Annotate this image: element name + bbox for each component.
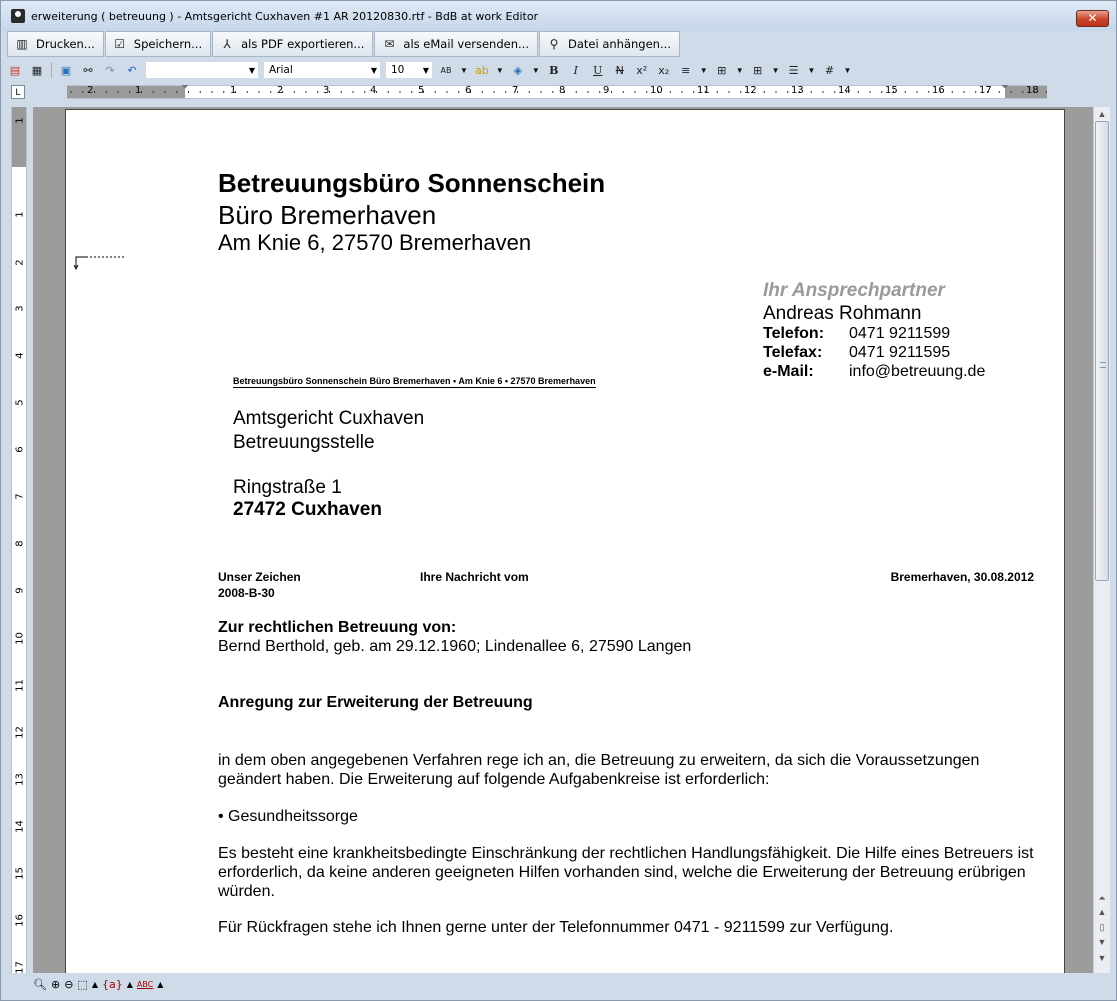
- action-toolbar: [7, 31, 681, 57]
- horizontal-ruler[interactable]: [67, 82, 1047, 99]
- ruler-number: 18: [1026, 85, 1039, 96]
- paperclip-icon: ⚲: [549, 37, 559, 51]
- email-icon: ✉: [384, 37, 395, 51]
- strikethrough-icon[interactable]: N: [615, 63, 624, 77]
- recipient-street: Ringstraße 1: [233, 477, 342, 498]
- send-email-label: als eMail versenden...: [403, 37, 529, 51]
- font-select-value: Arial: [269, 64, 293, 76]
- ruler-number: 7: [512, 85, 519, 96]
- font-size-value: 10: [391, 64, 405, 76]
- ruler-number: 16: [14, 914, 26, 927]
- vertical-scrollbar[interactable]: [1093, 107, 1110, 973]
- ruler-number: 3: [14, 305, 26, 312]
- next-page-icon[interactable]: ▼: [1097, 937, 1107, 947]
- document-area[interactable]: [33, 107, 1093, 973]
- document-page[interactable]: [65, 109, 1065, 973]
- pdf-icon: ⅄: [223, 37, 231, 51]
- chevron-down-icon[interactable]: ▼: [843, 65, 852, 75]
- highlight-icon[interactable]: ab: [475, 63, 489, 77]
- scroll-up-arrow-icon[interactable]: ▲: [1097, 109, 1107, 119]
- toolbar-separator: [51, 62, 52, 78]
- indent-marker-icon[interactable]: ⏷: [181, 82, 189, 93]
- save-label: Speichern...: [133, 37, 203, 51]
- ruler-number: 11: [14, 679, 26, 692]
- align-icon[interactable]: ≡: [681, 63, 691, 77]
- close-window-button[interactable]: ✕: [1076, 10, 1109, 27]
- ruler-number: 11: [697, 85, 710, 96]
- redo-icon[interactable]: ↷: [105, 63, 115, 77]
- our-reference: 2008-B-30: [218, 586, 275, 600]
- underline-button[interactable]: U: [593, 63, 603, 77]
- contact-phone: [763, 325, 950, 343]
- insert-field-icon[interactable]: ▦: [31, 63, 43, 77]
- right-indent-marker-icon[interactable]: ⏷: [1001, 82, 1009, 93]
- ruler-number: 2: [14, 259, 26, 266]
- font-select[interactable]: [264, 62, 380, 78]
- paragraph-1: in dem oben angegebenen Verfahren rege ich an, die Betreuung zu erweitern, da sich die Voraussetzungen geändert haben. Die Erweiterung auf folgende Aufgabenkreise ist erforderlich:: [218, 752, 980, 788]
- ruler-number: 1: [135, 85, 142, 96]
- insert-image-icon[interactable]: ▣: [60, 63, 72, 77]
- paragraph-3: Für Rückfragen stehe ich Ihnen gerne unter der Telefonnummer 0471 - 9211599 zur Verfügung.: [218, 919, 894, 936]
- recipient-line-2: Betreuungsstelle: [233, 432, 375, 453]
- app-icon: [11, 9, 25, 23]
- ruler-number: 7: [14, 493, 26, 500]
- ruler-number: 15: [885, 85, 898, 96]
- ruler-ticks: [67, 86, 1047, 98]
- insert-table-icon[interactable]: ⊞: [717, 63, 727, 77]
- spellcheck-icon[interactable]: AB: [440, 65, 452, 75]
- chevron-down-icon[interactable]: ▼: [531, 65, 540, 75]
- fill-color-icon[interactable]: ◈: [513, 63, 523, 77]
- ruler-number: 4: [370, 85, 377, 96]
- ruler-number: 10: [650, 85, 663, 96]
- ruler-number: 9: [603, 85, 610, 96]
- printer-icon: ▥: [16, 37, 28, 51]
- bold-button[interactable]: B: [549, 63, 559, 77]
- save-button[interactable]: [105, 31, 211, 57]
- chevron-down-icon[interactable]: ▼: [807, 65, 816, 75]
- caret-up-icon[interactable]: ▲: [126, 979, 133, 989]
- your-message-label: Ihre Nachricht vom: [420, 570, 529, 584]
- page-setup-icon[interactable]: ▤: [9, 63, 21, 77]
- tab-type-selector[interactable]: L: [11, 85, 25, 99]
- fold-mark-icon: [74, 253, 124, 273]
- ruler-number: 2: [277, 85, 284, 96]
- export-pdf-label: als PDF exportieren...: [241, 37, 365, 51]
- ruler-number: 15: [14, 867, 26, 880]
- contact-email-label: e-Mail:: [763, 363, 814, 380]
- borders-icon[interactable]: ⊞: [753, 63, 763, 77]
- ruler-number: 4: [14, 352, 26, 359]
- contact-heading: Ihr Ansprechpartner: [763, 280, 945, 301]
- save-icon: ☑: [114, 37, 126, 51]
- contact-email: [763, 363, 985, 381]
- field-code-toggle[interactable]: {a}: [101, 977, 123, 991]
- attach-file-label: Datei anhängen...: [567, 37, 671, 51]
- bullet-item: • Gesundheitssorge: [218, 808, 358, 825]
- caret-up-icon[interactable]: ▲: [157, 979, 164, 989]
- print-label: Drucken...: [36, 37, 95, 51]
- ruler-number: 3: [323, 85, 330, 96]
- recipient-line-1: Amtsgericht Cuxhaven: [233, 408, 425, 429]
- export-pdf-button[interactable]: [212, 31, 373, 57]
- ruler-number: 2: [87, 85, 94, 96]
- print-button[interactable]: [7, 31, 104, 57]
- chevron-down-icon[interactable]: ▼: [460, 65, 468, 75]
- ruler-number: 16: [932, 85, 945, 96]
- chevron-down-icon: ▼: [248, 65, 255, 75]
- ruler-number: 12: [14, 726, 26, 739]
- ruler-number: 17: [14, 961, 26, 974]
- send-email-button[interactable]: [374, 31, 538, 57]
- contact-fax-label: Telefax:: [763, 344, 823, 361]
- thumb-grip: [1100, 362, 1106, 368]
- prev-page-icon[interactable]: ▲: [1097, 907, 1107, 917]
- organization-office: Büro Bremerhaven: [218, 200, 437, 230]
- page-icon[interactable]: ▯: [1099, 922, 1105, 932]
- subscript-button[interactable]: x₂: [658, 63, 670, 77]
- ruler-number: 5: [14, 399, 26, 406]
- contact-phone-value: 0471 9211599: [849, 325, 951, 342]
- font-size-select[interactable]: [386, 62, 432, 78]
- contact-phone-label: Telefon:: [763, 325, 825, 342]
- spellcheck-status-icon[interactable]: ABC: [136, 979, 154, 989]
- ruler-number: 1: [14, 117, 26, 124]
- chevron-down-icon[interactable]: ▼: [735, 65, 744, 75]
- zoom-icon[interactable]: 🔍︎: [33, 977, 47, 991]
- paragraph-2: Es besteht eine krankheitsbedingte Einschränkung der rechtlichen Handlungsfähigkeit. Die Hilfe eines Betreuers ist erforderlich, da keine anderen geeigneten Hilfen vorhanden sind, welche die Erweiterung der Betreuung erübrigen würden.: [218, 845, 1034, 900]
- contact-fax-value: 0471 9211595: [849, 344, 951, 361]
- zoom-in-icon[interactable]: ⊕: [50, 977, 61, 991]
- chevron-down-icon[interactable]: ▼: [699, 65, 708, 75]
- contact-fax: [763, 344, 950, 362]
- chevron-down-icon: ▼: [370, 65, 377, 75]
- vertical-ruler[interactable]: [11, 107, 27, 973]
- style-select[interactable]: [146, 62, 258, 78]
- ruler-number: 6: [14, 446, 26, 453]
- our-reference-label: Unser Zeichen: [218, 570, 301, 584]
- status-bar: [33, 975, 167, 993]
- numbering-button[interactable]: #: [824, 63, 835, 77]
- place-date: Bremerhaven, 30.08.2012: [890, 570, 1034, 584]
- ruler-number: 8: [14, 540, 26, 547]
- ruler-number: 8: [559, 85, 566, 96]
- recipient-city: 27472 Cuxhaven: [233, 499, 382, 520]
- undo-icon[interactable]: ↶: [127, 63, 137, 77]
- ruler-number: 1: [14, 211, 26, 218]
- fit-page-icon[interactable]: ⬚: [77, 977, 88, 991]
- ruler-number: 1: [230, 85, 237, 96]
- attach-file-button[interactable]: [539, 31, 680, 57]
- title-bar: [1, 1, 1116, 31]
- chevron-down-icon[interactable]: ▼: [495, 65, 504, 75]
- scroll-down-arrow-icon[interactable]: ▼: [1097, 953, 1107, 963]
- organization-name: Betreuungsbüro Sonnenschein: [218, 168, 606, 198]
- list-icon[interactable]: ☰: [788, 63, 799, 77]
- ruler-number: 14: [14, 820, 26, 833]
- betreuung-heading: Zur rechtlichen Betreuung von:: [218, 619, 457, 636]
- sender-return-line: Betreuungsbüro Sonnenschein Büro Bremerhaven • Am Knie 6 • 27570 Bremerhaven: [233, 376, 596, 386]
- organization-address: Am Knie 6, 27570 Bremerhaven: [218, 230, 532, 255]
- ruler-number: 14: [838, 85, 851, 96]
- page-up-icon[interactable]: ⏶: [1098, 893, 1106, 903]
- scrollbar-thumb[interactable]: [1095, 121, 1109, 581]
- ruler-number: 12: [744, 85, 757, 96]
- betreuung-person: Bernd Berthold, geb. am 29.12.1960; Lindenallee 6, 27590 Langen: [218, 638, 692, 655]
- zoom-out-icon[interactable]: ⊖: [64, 977, 74, 991]
- caret-up-icon[interactable]: ▲: [91, 979, 98, 989]
- ruler-number: 6: [465, 85, 472, 96]
- contact-email-value: info@betreuung.de: [849, 363, 986, 380]
- find-icon[interactable]: ⚯: [83, 63, 93, 77]
- italic-button[interactable]: I: [573, 63, 578, 77]
- ruler-number: 13: [14, 773, 26, 786]
- letter-subject: Anregung zur Erweiterung der Betreuung: [218, 694, 533, 711]
- superscript-button[interactable]: x²: [636, 63, 648, 77]
- ruler-number: 13: [791, 85, 804, 96]
- window-title: erweiterung ( betreuung ) - Amtsgericht Cuxhaven #1 AR 20120830.rtf - BdB at work Editor: [31, 9, 539, 23]
- chevron-down-icon: ▼: [422, 65, 429, 75]
- chevron-down-icon[interactable]: ▼: [771, 65, 780, 75]
- ruler-number: 17: [979, 85, 992, 96]
- ruler-number: 10: [14, 632, 26, 645]
- ruler-number: 9: [14, 587, 26, 594]
- format-toolbar: [7, 59, 1107, 81]
- contact-name: Andreas Rohmann: [763, 303, 922, 324]
- ruler-number: 5: [418, 85, 425, 96]
